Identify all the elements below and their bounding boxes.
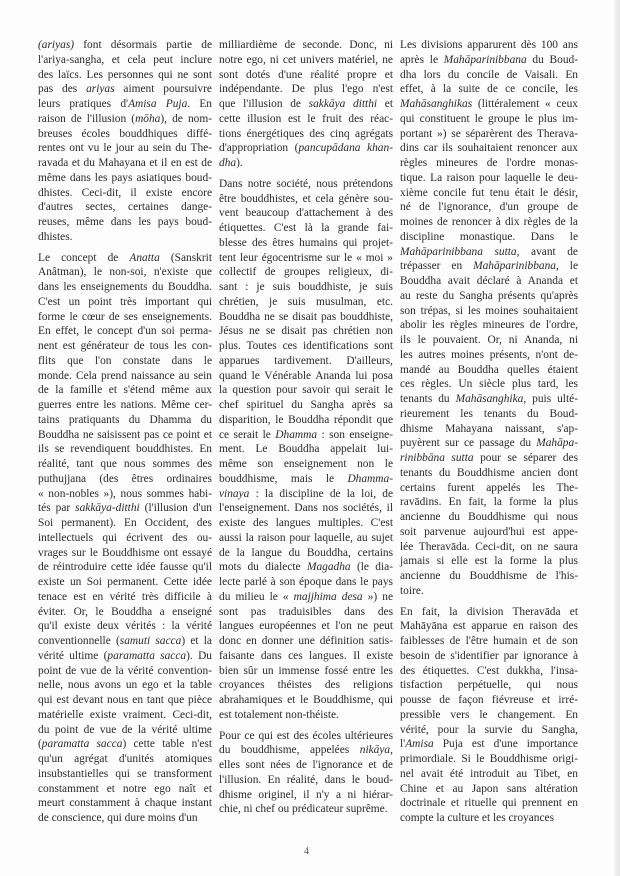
text-line: meurt constamment à chaque instant (38, 797, 212, 810)
text-line: certains furent appelés les The- (400, 481, 578, 494)
page-edge-shadow (614, 0, 620, 876)
text-line: forme le cœur de ses enseignements. (38, 310, 212, 323)
text-line: collectif de groupes religieux, di- (219, 266, 393, 279)
text-line: bien sûr un immense fossé entre les (219, 664, 393, 677)
text-line: dhistes. Ceci-dit, il existe encore (38, 186, 212, 199)
text-line: rentes ont vu le jour au sein du The- (38, 142, 212, 155)
text-line: matérielle existe vraiment. Ceci-dit, (38, 708, 212, 721)
text-line: intellectuels qui écrivent des ou- (38, 531, 212, 544)
paragraph (219, 38, 393, 171)
text-line: dhistes. (38, 230, 73, 243)
paragraph (219, 729, 393, 818)
text-line: bouddhisme, mais le Dhamma- (219, 472, 393, 485)
text-line: Pour ce qui est des écoles ultérieures (219, 729, 393, 742)
text-line: vérité ultime (paramatta sacca). Du (38, 649, 212, 662)
text-line: vinaya : la discipline de la loi, de (219, 487, 393, 500)
text-line: donc en donner une définition satis- (219, 635, 393, 647)
text-line: nelle, nous avons un ego et la table (38, 679, 212, 692)
text-line: tenants du Mahāsanghika, puis ulté- (400, 393, 578, 405)
text-line: Anâtman), le non-soi, n'existe que (38, 266, 212, 279)
text-line: qu'il existe deux vérités : la vérité (38, 620, 212, 633)
text-line: l'illusion. En réalité, dans le boud- (219, 773, 393, 786)
text-line: primordiale. Si le Bouddhisme origi- (400, 753, 578, 765)
text-line: disparition, le Bouddha répondit que (219, 413, 393, 426)
text-line: blesse des êtres humains qui projet- (219, 236, 393, 249)
text-line: existe un Soi permanent. Cette idée (38, 576, 212, 588)
text-line: qui constituent le groupe le plus im- (400, 112, 578, 125)
text-line: En effet, le concept d'un soi perma- (38, 325, 212, 338)
text-line: ils se revendiquent bouddhistes. En (38, 443, 212, 456)
text-line: plus. Toutes ces identifications sont (219, 340, 393, 352)
text-line: milliardième de seconde. Donc, ni (219, 39, 393, 51)
text-line: notre ego, ni cet univers matériel, ne (219, 53, 393, 66)
text-line: réalité, tant que nous sommes des (38, 458, 212, 470)
text-line: trépasser en Mahāparinibbana, le (400, 260, 578, 273)
text-column-2 (219, 38, 393, 823)
text-line: abolir les règles mineures de l'ordre, (400, 319, 578, 332)
text-line: du milieu le « majjhima desa ») ne (219, 590, 393, 603)
text-line: Mahāsanghikas (littéralement « ceux (400, 98, 578, 110)
text-line: (paramatta sacca) cette table n'est (38, 738, 213, 751)
text-line: faisante dans ces langues. Il existe (219, 649, 393, 662)
text-line: son trépas, si les moines souhaitaient (400, 304, 578, 317)
text-line: tions énergétiques des cinq agrégats (219, 127, 393, 140)
text-line: ment. Le Bouddha appelait lui- (219, 443, 393, 456)
text-line: Bouddha ne se disait pas bouddhiste, (219, 310, 393, 323)
text-line: sont dotés d'une réalité propre et (219, 68, 393, 81)
text-line: pas des ariyas aiment poursuivre (38, 83, 212, 96)
text-line: Bouddha ne saisissent pas ce point et (38, 428, 212, 441)
text-line: conventionnelle (samuti sacca) et la (38, 635, 212, 647)
text-line: soit parvenue aujourd'hui est appe- (400, 525, 578, 538)
text-line: l'enseignement. Dans nos sociétés, il (219, 502, 393, 515)
text-line: Mahāyāna est apparue en raison des (400, 620, 578, 633)
text-line: faiblesses de l'être humain et de son (400, 635, 578, 647)
text-line: dins car ils souhaitaient renoncer aux (400, 142, 578, 155)
text-line: nent est générateur de tous les con- (38, 340, 212, 352)
text-line: pousse de façon fiévreuse et irré- (400, 694, 578, 706)
text-line: nel avait été introduit au Tibet, en (400, 767, 578, 780)
text-line: ancienne du Bouddhisme qui nous (400, 511, 578, 523)
text-line: compte la culture et les croyances (400, 812, 555, 824)
text-line: croyances théistes des religions (219, 679, 393, 692)
text-line: apparues tardivement. D'ailleurs, (219, 354, 393, 367)
text-line: même son enseignement non le (219, 458, 393, 470)
text-line: de la famille et s'étend même aux (38, 384, 212, 397)
text-line: jamais si elle est la forme la plus (400, 555, 578, 568)
paragraph (38, 251, 212, 826)
text-line: de conscience, qui dure moins d'un (38, 812, 198, 824)
paragraph (38, 38, 212, 245)
text-line: ravada et du Mahayana et il en est de (38, 157, 212, 169)
text-line: indépendante. De plus l'ego n'est (219, 83, 393, 96)
text-line: breuses écoles bouddhiques diffé- (38, 127, 212, 140)
text-line: chrétien, je suis musulman, etc. (219, 295, 393, 308)
text-column-3 (400, 38, 578, 832)
text-line: moines de renoncer à dix règles de la (400, 216, 578, 228)
text-line: ces règles. Un siècle plus tard, les (400, 378, 578, 391)
text-line: Dans notre société, nous prétendons (219, 177, 393, 190)
text-line: Les divisions apparurent dès 100 ans (400, 39, 578, 51)
text-line: Mahāparinibbana sutta, avant de (400, 245, 578, 258)
text-line: existe des langues multiples. C'est (219, 517, 393, 529)
text-line: tent leur égocentrisme sur le « moi » (219, 251, 393, 264)
text-line: l'ariya-sangha, et cela peut inclure (38, 53, 212, 66)
text-line: vrages sur le Bouddhisme ont essayé (38, 546, 212, 559)
text-line: elles sont nées de l'ignorance et de (219, 759, 393, 771)
text-line: effet, à la suite de ce concile, les (400, 83, 578, 96)
text-line: d'autres sectes, certaines dange- (38, 201, 212, 214)
text-line: tisfaction perpétuelle, qui nous (400, 679, 578, 692)
text-line: des laïcs. Les personnes qui ne sont (38, 68, 212, 81)
text-line: de réintroduire cette idée fausse qu'il (38, 561, 212, 574)
paragraph (400, 38, 578, 599)
text-line: doctrinale et rituelle qui prennent en (400, 797, 578, 810)
text-line: abrahamiques et le Bouddhisme, qui (219, 694, 393, 706)
text-line: Jésus ne se disait pas chrétien non (219, 325, 393, 338)
text-line: des étiquettes. C'est dukkha, l'insa- (400, 664, 578, 677)
text-line: monde. Cela prend naissance au sein (38, 369, 212, 382)
text-line: reuses, même dans les pays boud- (38, 216, 212, 228)
text-line: rieurement les tenants du Boud- (400, 407, 578, 420)
text-line: ils le pouvaient. Or, ni Ananda, ni (400, 334, 578, 346)
text-line: au reste du Sangha présents qu'après (400, 289, 578, 302)
text-line: raison de l'illusion (mōha), de nom- (38, 112, 212, 125)
text-line: leurs pratiques d'Amisa Puja. En (38, 98, 212, 110)
text-line: du point de vue de la vérité ultime (38, 723, 212, 736)
text-line: les autres moines présents, n'ont de- (400, 348, 578, 361)
text-line: après le Mahāparinibbana du Boud- (400, 53, 579, 66)
text-line: point de vue de la vérité convention- (38, 664, 212, 677)
text-line: chie, ni chef ou prédicateur suprême. (219, 803, 388, 816)
text-column-1 (38, 38, 212, 832)
text-line: puyèrent sur ce passage du Mahāpa- (400, 437, 578, 450)
text-line: aussi la raison pour laquelle, au sujet (219, 531, 393, 544)
text-line: dhisme originel, il n'y a ni hiérar- (219, 788, 393, 801)
text-line: dha lors du concile de Vaisali. En (400, 68, 578, 81)
paragraph (400, 605, 578, 826)
text-line: mandé au Bouddha quelles étaient (400, 363, 578, 376)
text-line: la question pour savoir qui serait le (219, 384, 393, 397)
text-line: étiquettes. C'est là la grande fai- (219, 222, 393, 234)
text-line: tenants du Bouddhisme ancien dont (400, 466, 578, 479)
text-line: dha). (219, 157, 243, 169)
text-line: l'Amisa Puja est d'une importance (400, 738, 578, 751)
text-line: Chine et au Japon sans altération (400, 782, 578, 795)
text-line: ce serait le Dhamma : son enseigne- (219, 428, 393, 441)
text-line: lecte parlé à son époque dans le pays (219, 576, 393, 588)
text-line: cette illusion est le fruit des réac- (219, 112, 393, 125)
text-line: insubstantielles qui se transforment (38, 767, 212, 780)
text-line: Le concept de Anatta (Sanskrit (38, 251, 212, 264)
text-line: qu'un agrégat d'unités atomiques (38, 753, 212, 765)
text-line: C'est un point très important qui (38, 295, 212, 308)
text-line: Bouddha avait déclaré à Ananda et (400, 275, 578, 287)
text-line: flits que l'on constate dans le (38, 354, 212, 367)
text-line: guerres entre les nations. Même cer- (38, 399, 212, 411)
text-line: sont pas traduisibles dans des (219, 605, 393, 618)
text-line: dhisme Mahayana naissant, s'ap- (400, 422, 578, 435)
text-line: quand le Vénérable Ananda lui posa (219, 369, 393, 382)
text-line: langues européennes et l'on ne peut (219, 620, 393, 633)
text-line: de la langue du Bouddha, certains (219, 546, 393, 559)
text-line: être bouddhistes, et cela génère sou- (219, 192, 393, 205)
text-line: règles mineures de l'ordre monas- (400, 157, 578, 169)
text-line: d'appropriation (pancupādana khan- (219, 142, 393, 155)
text-line: éviter. Or, le Bouddha a enseigné (38, 605, 212, 618)
text-line: portant ») se séparèrent des Therava- (400, 127, 578, 140)
text-line: ancienne du Bouddhisme de l'his- (400, 570, 578, 582)
text-line: mots du dialecte Magadha (le dia- (219, 561, 394, 574)
text-line: vérité, pour la survie du Sangha, (400, 723, 578, 736)
text-line: Soi permanent). En Occident, des (38, 517, 212, 529)
text-line: lée Theravāda. Ceci-dit, on ne saura (400, 540, 578, 553)
text-line: que l'illusion de sakkāya ditthi et (219, 98, 393, 110)
text-line: ravādins. En fait, la forme la plus (400, 496, 578, 509)
page-number: 4 (304, 846, 309, 857)
text-line: tique. La raison pour laquelle le deu- (400, 171, 578, 184)
text-line: discipline monastique. Dans le (400, 230, 578, 243)
text-line: tenace est en vérité très difficile à (38, 590, 212, 603)
text-line: du bouddhisme, appelées nikāya, (219, 744, 393, 757)
text-line: chef spirituel du Sangha après sa (219, 399, 393, 411)
text-line: vent beaucoup d'attachement à des (219, 207, 393, 220)
text-line: est totalement non-théiste. (219, 708, 339, 721)
text-line: besoin de s'identifier par ignorance à (400, 649, 578, 662)
text-line: qui est devant nous en tant que pièce (38, 694, 212, 706)
text-line: né de l'ignorance, d'un groupe de (400, 201, 578, 214)
text-line: rinibbāna sutta pour se séparer des (400, 452, 579, 464)
text-line: sant : je suis bouddhiste, je suis (219, 281, 393, 293)
text-line: En fait, la division Theravāda et (400, 605, 578, 618)
paragraph (219, 177, 393, 723)
text-line: puthujjana (des êtres ordinaires (38, 472, 212, 485)
text-line: « non-nobles »), nous sommes habi- (38, 487, 212, 500)
text-line: toire. (400, 584, 424, 597)
text-line: tés par sakkāya-ditthi (l'illusion d'un (38, 502, 212, 515)
text-line: dans les enseignements du Bouddha. (38, 281, 212, 293)
text-line: même dans les pays asiatiques boud- (38, 171, 212, 184)
text-line: constamment et notre ego naît et (38, 782, 212, 795)
text-line: tains pratiquants du Dhamma du (38, 413, 212, 426)
text-line: pressible vers le changement. En (400, 708, 578, 721)
text-line: (ariyas) font désormais partie de (38, 39, 212, 51)
text-line: xième concile fut tenu était le désir, (400, 186, 578, 199)
